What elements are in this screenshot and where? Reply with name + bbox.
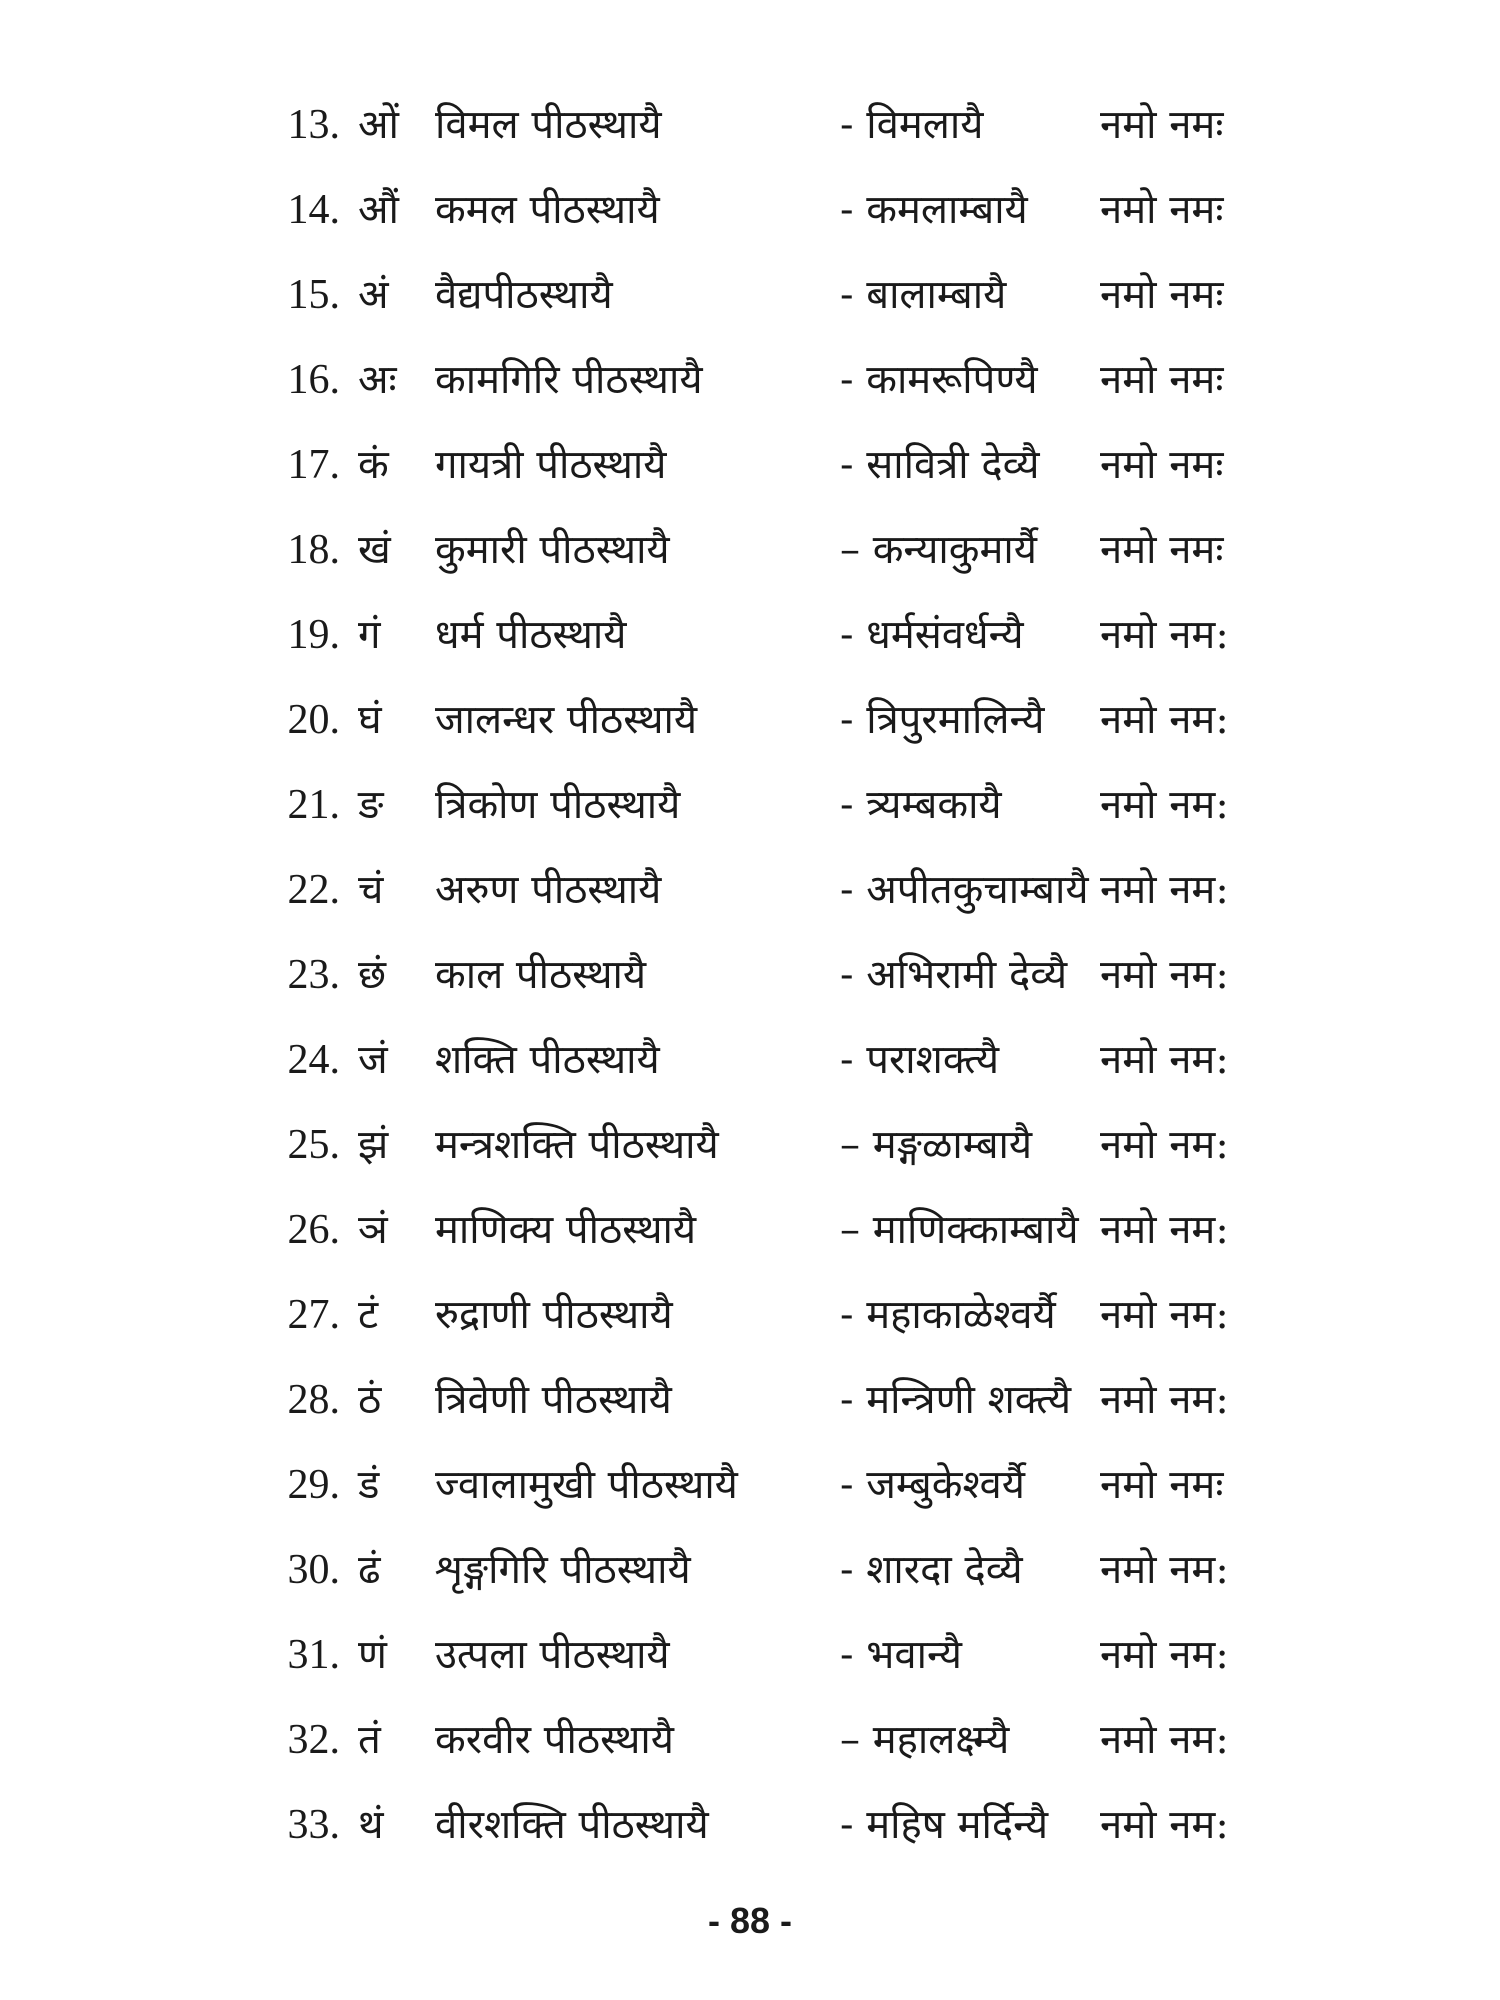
devi-name: - धर्मसंवर्धन्यै [840, 612, 1024, 658]
devi-name: - अभिरामी देव्यै [840, 952, 1068, 998]
list-item [260, 860, 1320, 945]
pitha-name: जालन्धर पीठस्थायै [435, 697, 698, 743]
item-number: 26. [287, 1207, 340, 1253]
bija-syllable: चं [358, 867, 384, 913]
bija-syllable: थं [358, 1802, 384, 1848]
namo-namah: नमो नम: [1100, 1292, 1229, 1338]
bija-syllable: णं [358, 1632, 387, 1678]
pitha-name: विमल पीठस्थायै [435, 102, 662, 148]
devi-name: - अपीतकुचाम्बायै [840, 867, 1089, 913]
devi-name: - विमलायै [840, 102, 984, 148]
bija-syllable: टं [358, 1292, 379, 1338]
list-item [260, 1115, 1320, 1200]
list-item [260, 1370, 1320, 1455]
namo-namah: नमो नम: [1100, 1802, 1229, 1848]
pitha-name: उत्पला पीठस्थायै [435, 1632, 670, 1678]
item-number: 14. [287, 187, 340, 233]
pitha-name: धर्म पीठस्थायै [435, 612, 627, 658]
bija-syllable: झं [358, 1122, 389, 1168]
list-item [260, 605, 1320, 690]
list-item [260, 1625, 1320, 1710]
namo-namah: नमो नम: [1100, 867, 1229, 913]
bija-syllable: अं [358, 272, 389, 318]
bija-syllable: ञं [358, 1207, 388, 1253]
item-number: 23. [287, 952, 340, 998]
list-item [260, 945, 1320, 1030]
devi-name: - बालाम्बायै [840, 272, 1007, 318]
devi-name: - कामरूपिण्यै [840, 357, 1038, 403]
namo-namah: नमो नम: [1100, 1122, 1229, 1168]
devi-name: – महालक्ष्म्यै [840, 1717, 1010, 1763]
item-number: 27. [287, 1292, 340, 1338]
pitha-name: कुमारी पीठस्थायै [435, 527, 670, 573]
list-item [260, 520, 1320, 605]
namo-namah: नमो नमः [1100, 272, 1224, 318]
item-number: 30. [287, 1547, 340, 1593]
item-number: 16. [287, 357, 340, 403]
devi-name: – मङ्गळाम्बायै [840, 1122, 1033, 1168]
list-item [260, 690, 1320, 775]
list-item [260, 1285, 1320, 1370]
devi-name: - पराशक्त्यै [840, 1037, 1000, 1083]
devi-name: - महाकाळेश्वर्यै [840, 1292, 1056, 1338]
pitha-name: रुद्राणी पीठस्थायै [435, 1292, 673, 1338]
list-item [260, 1455, 1320, 1540]
namo-namah: नमो नम: [1100, 1377, 1229, 1423]
bija-syllable: घं [358, 697, 382, 743]
devi-name: - त्रिपुरमालिन्यै [840, 697, 1045, 743]
pitha-name: त्रिवेणी पीठस्थायै [435, 1377, 672, 1423]
devi-name: - महिष मर्दिन्यै [840, 1802, 1049, 1848]
pitha-name: कमल पीठस्थायै [435, 187, 660, 233]
item-number: 18. [287, 527, 340, 573]
namo-namah: नमो नमः [1100, 357, 1224, 403]
pitha-name: काल पीठस्थायै [435, 952, 647, 998]
bija-syllable: गं [358, 612, 381, 658]
page-number: - 88 - [707, 1900, 793, 1941]
bija-syllable: जं [358, 1037, 388, 1083]
item-number: 21. [287, 782, 340, 828]
item-number: 19. [287, 612, 340, 658]
list-item [260, 775, 1320, 860]
pitha-name: करवीर पीठस्थायै [435, 1717, 674, 1763]
bija-syllable: ओं [358, 102, 399, 148]
namo-namah: नमो नम: [1100, 612, 1229, 658]
item-number: 28. [287, 1377, 340, 1423]
devi-name: - सावित्री देव्यै [840, 442, 1040, 488]
devi-name: – कन्याकुमार्यै [840, 527, 1037, 573]
namo-namah: नमो नमः [1100, 1462, 1224, 1508]
namo-namah: नमो नम: [1100, 697, 1229, 743]
list-item [260, 435, 1320, 520]
list-item [260, 350, 1320, 435]
devi-name: - शारदा देव्यै [840, 1547, 1023, 1593]
namo-namah: नमो नम: [1100, 952, 1229, 998]
item-number: 33. [287, 1802, 340, 1848]
bija-syllable: औं [358, 187, 399, 233]
pitha-name: गायत्री पीठस्थायै [435, 442, 667, 488]
pitha-name: वीरशक्ति पीठस्थायै [435, 1802, 709, 1848]
item-number: 20. [287, 697, 340, 743]
namo-namah: नमो नमः [1100, 442, 1224, 488]
bija-syllable: अः [358, 357, 397, 403]
namo-namah: नमो नम: [1100, 1717, 1229, 1763]
bija-syllable: ठं [358, 1377, 382, 1423]
namo-namah: नमो नम: [1100, 1037, 1229, 1083]
devi-name: - कमलाम्बायै [840, 187, 1028, 233]
item-number: 31. [287, 1632, 340, 1678]
namo-namah: नमो नम: [1100, 782, 1229, 828]
list-item [260, 1710, 1320, 1795]
bija-syllable: ङ [358, 782, 384, 828]
list-item [260, 1200, 1320, 1285]
bija-syllable: खं [358, 527, 391, 573]
bija-syllable: डं [358, 1462, 380, 1508]
devi-name: - मन्त्रिणी शक्त्यै [840, 1377, 1072, 1423]
list-item [260, 1540, 1320, 1625]
pitha-name: शृङ्गगिरि पीठस्थायै [435, 1547, 691, 1593]
item-number: 25. [287, 1122, 340, 1168]
namo-namah: नमो नम: [1100, 1632, 1229, 1678]
item-number: 15. [287, 272, 340, 318]
pitha-name: माणिक्य पीठस्थायै [435, 1207, 697, 1253]
pitha-name: मन्त्रशक्ति पीठस्थायै [435, 1122, 719, 1168]
mantra-list [260, 95, 1320, 1880]
pitha-name: कामगिरि पीठस्थायै [435, 357, 703, 403]
pitha-name: वैद्यपीठस्थायै [435, 272, 613, 318]
item-number: 32. [287, 1717, 340, 1763]
namo-namah: नमो नमः [1100, 187, 1224, 233]
namo-namah: नमो नमः [1100, 102, 1224, 148]
pitha-name: ज्वालामुखी पीठस्थायै [435, 1462, 738, 1508]
bija-syllable: छं [358, 952, 387, 998]
list-item [260, 180, 1320, 265]
devi-name: - जम्बुकेश्वर्यै [840, 1462, 1025, 1508]
item-number: 29. [287, 1462, 340, 1508]
namo-namah: नमो नम: [1100, 1547, 1229, 1593]
bija-syllable: ढं [358, 1547, 381, 1593]
namo-namah: नमो नमः [1100, 527, 1224, 573]
list-item [260, 1030, 1320, 1115]
list-item [260, 1795, 1320, 1880]
item-number: 22. [287, 867, 340, 913]
item-number: 17. [287, 442, 340, 488]
item-number: 13. [287, 102, 340, 148]
devi-name: - भवान्यै [840, 1632, 962, 1678]
list-item [260, 265, 1320, 350]
namo-namah: नमो नम: [1100, 1207, 1229, 1253]
pitha-name: शक्ति पीठस्थायै [435, 1037, 660, 1083]
list-item [260, 95, 1320, 180]
devi-name: – माणिक्काम्बायै [840, 1207, 1079, 1253]
item-number: 24. [287, 1037, 340, 1083]
pitha-name: अरुण पीठस्थायै [435, 867, 662, 913]
bija-syllable: तं [358, 1717, 381, 1763]
devi-name: - त्र्यम्बकायै [840, 782, 1002, 828]
pitha-name: त्रिकोण पीठस्थायै [435, 782, 681, 828]
bija-syllable: कं [358, 442, 389, 488]
